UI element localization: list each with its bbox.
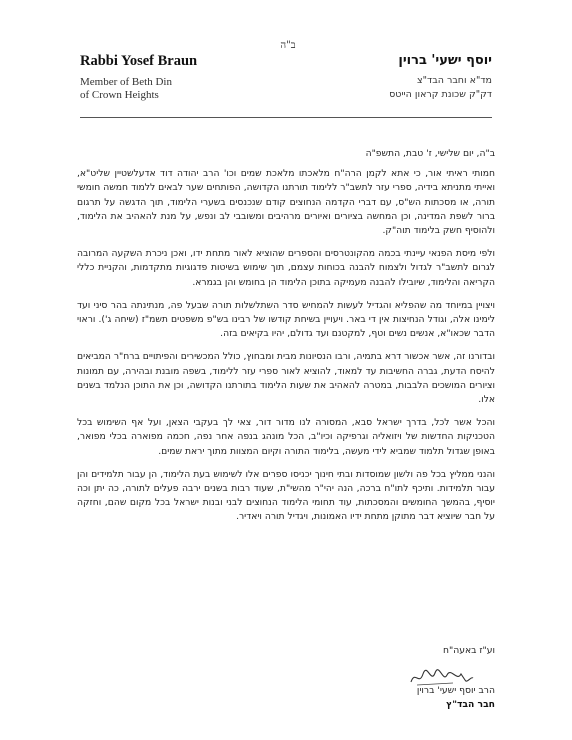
title-line-hebrew-2: דק"ק שכונת קראון הייטס [389, 89, 492, 100]
paragraph: ולפי מיסת הפנאי עיינתי בכמה מהקונטרסים והספרים שהוציא לאור מתחת ידו, ואכן ניכרת השקעה המרובה לגרום לתשב"ר לגדול ולצמוח להבנה בכוחות עצמם, תוך שימוש בשיטות פדגוגיות מתקדמות, והקניית כללי הקריאה והלימוד, שיובילו להבנה מעמיקה בתוכן הלימוד הן בחומש והן בגמרא. [77, 248, 495, 288]
paragraph: חמותי ראיתי אור, כי אתא לקמן הרה"ח מלאכתו מלאכת שמים וכו' הרב יהודה דוד אדעלשטיין שליט"א, ואייתי מתניתא בידיה, ספרי עזר לתשב"ר ללימוד תורתנו הקדושה, הפותחים שער לבאים ללמוד חמשה חומשי תורה, או מסכתות הש"ס, עם דברי הקדמה הנחוצים קודם שנכנסים בשערי הלימוד, תוך הדגשה על תרגום ברור לשפת המדינה, וכן המחשה בציורים ואיורים מרהיבים ומשובבי לב ונפש, על מנת להאהיב את הלימוד, ולהוסיף חשק בלימוד תוה"ק. [77, 168, 495, 237]
paragraph: והנני ממליץ בכל פה ולשון שמוסדות ובתי חינוך יכניסו ספרים אלו לשימוש בעת הלימוד, הן עבור תלמידים והן עבור תלמידות. ותיכף לתו"ח ברכה, הנה יהי"ר מהשי"ת, שעוד רבות בשנים ירבה פעלים לתורה, כה יתן וכה יוסיף, בהמשך החומשים והמסכתות, עוד תחומי הלימוד הנחוצים לבני ובנות ישראל בכל מקום שהם, וחזקה על חבר שיוציא דבר מתוקן מתחת ידיו האמונות, ויגדיל תורה ויאדיר. [77, 468, 495, 523]
letter-date: ב"ה, יום שלישי, ז' טבת, התשפ"ה [365, 148, 495, 159]
letter-body [77, 147, 495, 534]
signature-block [295, 670, 495, 712]
paragraph: ויצויין במיוחד מה שהפליא והגדיל לעשות להמחיש סדר השתלשלות תורה שבעל פה, מנתינתה בהר סיני ועד לימינו אלה, וגודל הנחיצות אין די באר. ויעויין בשיחת קודשו של רבינו בש"פ משפטים תשמ"ז (שיחה ג'). וראוי הדבר שכאו"א, אנשים נשים וטף, למקטנם ועד גדולם, יהיו בקיאים בזה. [77, 299, 495, 340]
letterhead-hebrew [292, 53, 492, 102]
handwritten-signature [407, 668, 477, 688]
closing-line: וע"ז באעה"ח [442, 645, 495, 656]
paragraph: והכל אשר לכל, בדרך ישראל סבא, המסורה לנו מדור דור, צאי לך בעקבי הצאן, ועל אף השימוש בכל הטכניקות החדשות של ויזואליה וגרפיקה וכיו"ב, הכל מונהג בנפה אחר נפה, חכמה מפוארה בכלי מפואר, באופן שגדול תלמוד שמביא לידי מעשה, בלימוד התורה וקיום המצוות מתוך יראת שמים. [77, 417, 495, 457]
signatory-name: הרב יוסף ישעי' ברוין [416, 685, 495, 696]
signatory-title: חבר הבד"ץ [446, 699, 495, 710]
bsd-mark: ב"ה [280, 40, 296, 51]
title-line-hebrew-1: מד"א וחבר הבד"צ [417, 75, 492, 86]
paragraph: ובדורנו זה, אשר אכשור דרא בתמיה, ורבו הנסיונות מבית ומבחוץ, כולל המכשירים והפיתויים ברח"ר המביאים להיסח הדעת, גברה החשיבות עד למאוד, להוציא לאור ספרי עזר ללימוד, בשפה מובנת ובהירה, עם תמונות וציורים המושכים הלבבות, במטרה להאהיב את שעות הלימוד בתורתנו הקדושה, וכן את התוכן הנלמד בשנים אלו. [77, 351, 495, 406]
letterhead-english [80, 53, 280, 102]
rabbi-name-english: Rabbi Yosef Braun [80, 53, 198, 69]
letterhead-divider [80, 117, 492, 118]
title-line-english-1: Member of Beth Din [80, 76, 172, 88]
title-line-english-2: of Crown Heights [80, 89, 159, 101]
rabbi-name-hebrew: יוסף ישעי' ברוין [398, 53, 492, 68]
